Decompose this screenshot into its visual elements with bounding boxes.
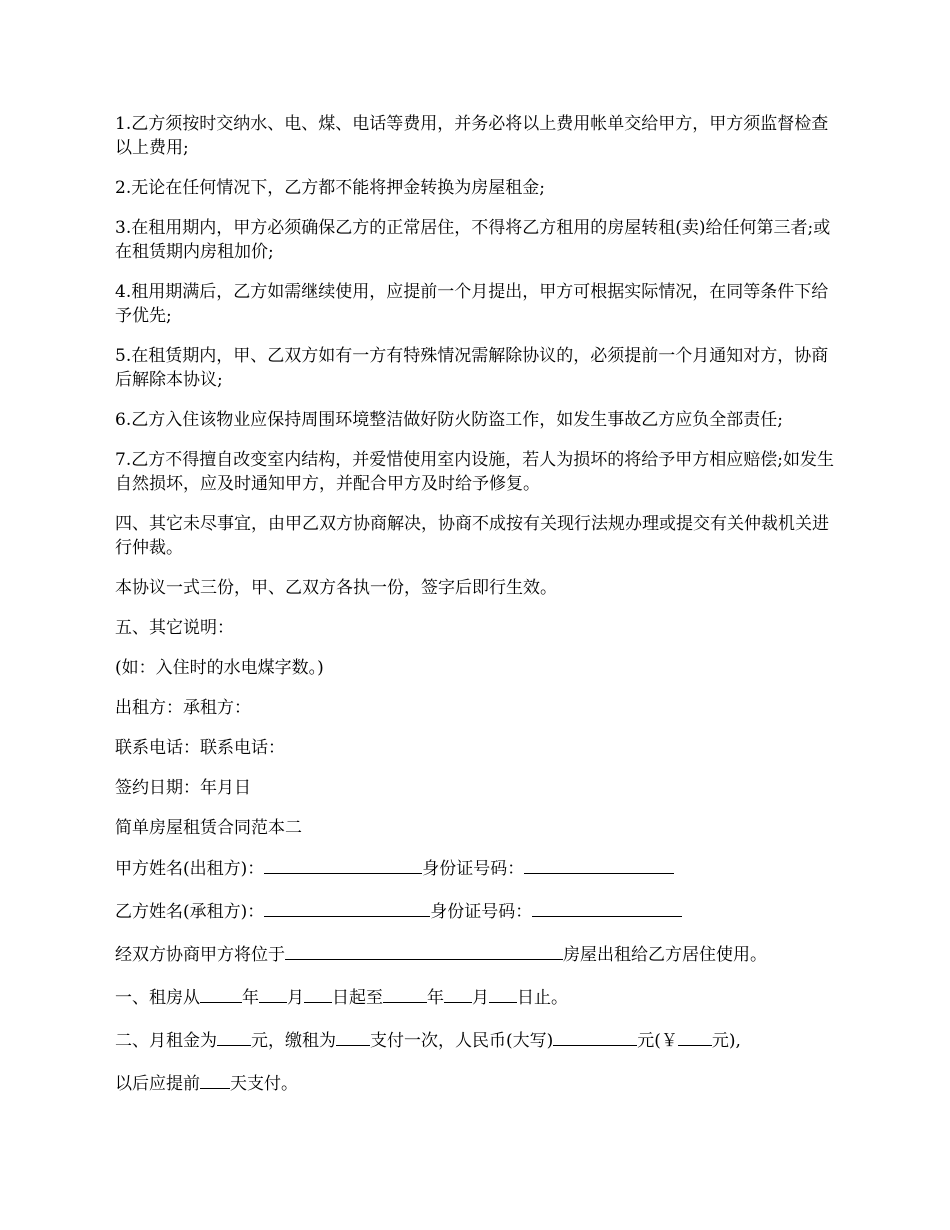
party-a-label: 甲方姓名(出租方)： [115, 859, 265, 879]
rent-number-blank[interactable] [678, 1028, 712, 1046]
term-text-1: 一、租房从 [115, 988, 200, 1008]
rent-text-5: 元), [711, 1031, 741, 1051]
rent-text-2: 元，缴租为 [251, 1031, 336, 1051]
term-start-year-blank[interactable] [200, 985, 242, 1003]
term-end-month-blank[interactable] [444, 985, 472, 1003]
term-end-year-blank[interactable] [383, 985, 427, 1003]
advance-text-1: 以后应提前 [115, 1074, 200, 1094]
rent-text-3: 支付一次，人民币(大写) [370, 1031, 554, 1051]
advance-line [115, 1071, 845, 1096]
party-b-line [115, 899, 845, 924]
clause-3: 3.在租用期内，甲方必须确保乙方的正常居住，不得将乙方租用的房屋转租(卖)给任何第三者;或在租赁期内房租加价; [115, 218, 831, 262]
note-text: (如：入住时的水电煤字数。) [115, 658, 324, 678]
term-text-3: 月 [287, 988, 304, 1008]
party-a-name-blank[interactable] [264, 856, 422, 874]
template-two-title: 简单房屋租赁合同范本二 [115, 818, 302, 838]
term-end-day-blank[interactable] [489, 985, 517, 1003]
location-blank[interactable] [285, 942, 563, 960]
term-line [115, 985, 845, 1010]
term-start-month-blank[interactable] [259, 985, 287, 1003]
party-b-id-label: 身份证号码： [430, 902, 533, 922]
document-page [115, 112, 845, 1114]
copies-statement: 本协议一式三份，甲、乙双方各执一份，签字后即行生效。 [115, 578, 557, 598]
section-four: 四、其它未尽事宜，由甲乙双方协商解决，协商不成按有关现行法规办理或提交有关仲裁机关进行仲裁。 [115, 514, 829, 558]
section-five-heading: 五、其它说明： [115, 618, 234, 638]
party-a-id-blank[interactable] [524, 856, 674, 874]
rent-line [115, 1028, 845, 1053]
signers-line: 出租方：承租方： [115, 698, 251, 718]
sign-date-line: 签约日期：年月日 [115, 778, 251, 798]
location-suffix: 房屋出租给乙方居住使用。 [563, 945, 767, 965]
location-prefix: 经双方协商甲方将位于 [115, 945, 285, 965]
rent-text-4: 元(￥ [637, 1031, 678, 1051]
phones-line: 联系电话：联系电话： [115, 738, 285, 758]
term-text-7: 日止。 [517, 988, 568, 1008]
term-text-5: 年 [427, 988, 444, 1008]
rent-amount-blank[interactable] [217, 1028, 251, 1046]
clause-2: 2.无论在任何情况下，乙方都不能将押金转换为房屋租金; [115, 178, 545, 198]
clause-1: 1.乙方须按时交纳水、电、煤、电话等费用，并务必将以上费用帐单交给甲方，甲方须监督检查以上费用; [115, 114, 829, 158]
rent-period-blank[interactable] [336, 1028, 370, 1046]
advance-days-blank[interactable] [200, 1071, 230, 1089]
clause-4: 4.租用期满后，乙方如需继续使用，应提前一个月提出，甲方可根据实际情况，在同等条件下给予优先; [115, 282, 829, 326]
term-text-4: 日起至 [332, 988, 383, 1008]
advance-text-2: 天支付。 [230, 1074, 298, 1094]
party-b-name-blank[interactable] [264, 899, 430, 917]
location-line [115, 942, 845, 967]
party-b-id-blank[interactable] [532, 899, 682, 917]
term-start-day-blank[interactable] [304, 985, 332, 1003]
term-text-6: 月 [472, 988, 489, 1008]
party-b-label: 乙方姓名(承租方)： [115, 902, 265, 922]
clause-7: 7.乙方不得擅自改变室内结构，并爱惜使用室内设施，若人为损坏的将给予甲方相应赔偿;如发生自然损坏，应及时通知甲方，并配合甲方及时给予修复。 [115, 450, 834, 494]
rent-capital-blank[interactable] [553, 1028, 637, 1046]
party-a-line [115, 856, 845, 881]
term-text-2: 年 [242, 988, 259, 1008]
clause-5: 5.在租赁期内，甲、乙双方如有一方有特殊情况需解除协议的，必须提前一个月通知对方，协商后解除本协议; [115, 346, 829, 390]
clause-6: 6.乙方入住该物业应保持周围环境整洁做好防火防盗工作，如发生事故乙方应负全部责任; [115, 410, 783, 430]
rent-text-1: 二、月租金为 [115, 1031, 217, 1051]
party-a-id-label: 身份证号码： [422, 859, 525, 879]
